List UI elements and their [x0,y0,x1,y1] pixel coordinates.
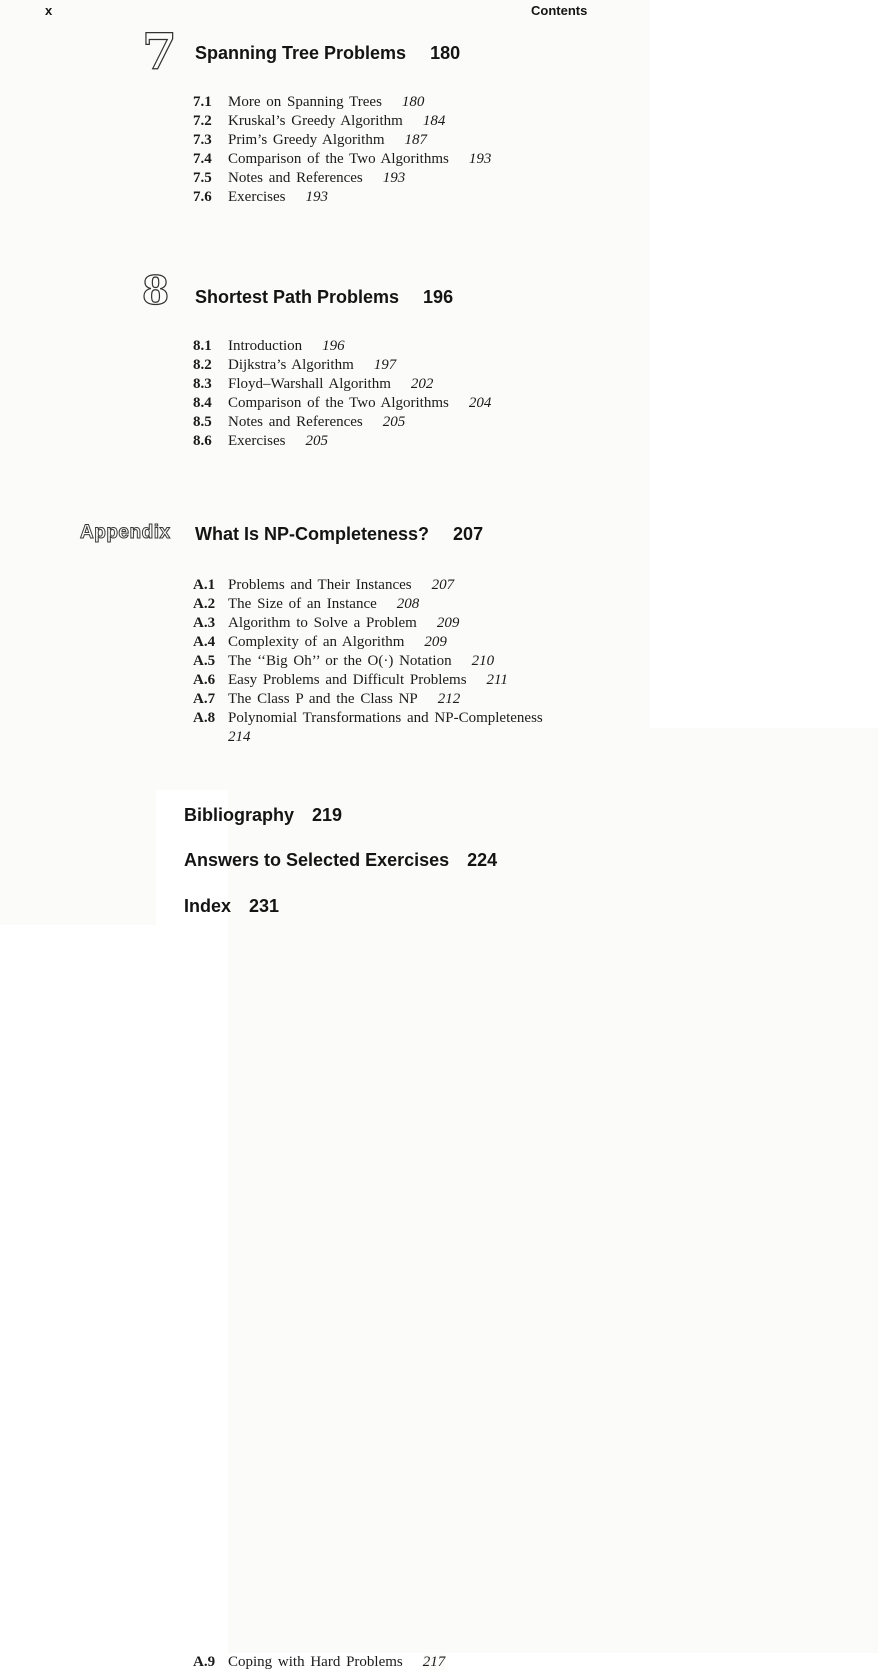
section-page: 207 [431,577,455,593]
section-entry [228,150,549,169]
section-page: 210 [471,653,495,669]
section-entry [228,690,549,709]
section-number: 7.2 [193,113,212,129]
section-entry [228,595,549,614]
section-page: 196 [322,338,345,354]
section-entry [228,432,549,451]
section-entry [228,413,549,432]
toc-entry [193,595,549,614]
chapter-7-page: 180 [430,43,461,63]
back-matter-title: Bibliography [184,805,295,825]
section-entry [228,131,549,150]
section-number: 7.3 [193,132,212,148]
section-page: 205 [305,433,328,449]
section-entry [228,633,549,652]
section-page: 205 [382,414,406,430]
section-entry [228,93,549,112]
section-entry [228,337,549,356]
section-entry [228,375,549,394]
page-folio: x [45,3,53,18]
section-page: 209 [436,615,460,631]
back-matter-bibliography [184,805,342,826]
section-number: A.3 [193,615,216,631]
toc-entry [193,356,549,375]
appendix-sections [193,576,549,1672]
section-title: Notes and References [228,170,363,186]
appendix-page: 207 [453,524,484,544]
section-title: The Class P and the Class NP [228,691,418,707]
section-title: Easy Problems and Difficult Problems [228,672,467,688]
back-matter-page: 219 [312,805,343,825]
toc-entry [193,432,549,451]
section-entry [228,1653,549,1672]
back-matter-page: 231 [249,896,280,916]
section-title: The ‘‘Big Oh’’ or the O(·) Notation [228,653,452,669]
toc-entry [193,375,549,394]
section-title: Problems and Their Instances [228,577,412,593]
toc-entry [193,394,549,413]
section-title: Algorithm to Solve a Problem [228,615,417,631]
section-page: 197 [373,357,397,373]
chapter-8-number: 8 [142,268,170,314]
section-number: 8.5 [193,414,212,430]
section-title: Exercises [228,433,286,449]
back-matter-page: 224 [467,850,498,870]
section-title: Comparison of the Two Algorithms [228,151,449,167]
section-title: Comparison of the Two Algorithms [228,395,449,411]
section-title: Notes and References [228,414,363,430]
chapter-8-title: Shortest Path Problems [195,287,400,307]
chapter-8-heading [195,287,453,308]
section-title: Complexity of an Algorithm [228,634,405,650]
section-entry [228,356,549,375]
toc-entry [193,112,549,131]
toc-entry [193,614,549,633]
section-page: 204 [468,395,492,411]
section-entry [228,394,549,413]
section-number: 7.4 [193,151,212,167]
section-page: 193 [305,189,328,205]
toc-entry [193,169,549,188]
section-number: A.9 [193,1654,216,1670]
chapter-7-number: 7 [142,22,177,81]
section-title: Introduction [228,338,303,354]
section-entry [228,169,549,188]
section-page: 187 [404,132,427,148]
toc-entry [193,633,549,652]
running-header: Contents [531,3,588,18]
toc-entry [193,188,549,207]
section-page: 184 [422,113,446,129]
section-number: 8.2 [193,357,212,373]
appendix-label: Appendix [80,522,171,543]
section-entry [228,671,549,690]
section-title: Exercises [228,189,286,205]
section-number: 8.6 [193,433,212,449]
toc-entry [193,1653,549,1672]
back-matter-index [184,896,279,917]
section-entry [228,112,549,131]
back-matter-answers [184,850,497,871]
section-entry [228,652,549,671]
section-number: 8.4 [193,395,212,411]
section-number: 8.1 [193,338,212,354]
section-title: Dijkstra’s Algorithm [228,357,354,373]
toc-entry [193,413,549,432]
section-number: A.6 [193,672,216,688]
chapter-7-title: Spanning Tree Problems [195,43,407,63]
back-matter-title: Answers to Selected Exercises [184,850,450,870]
toc-entry [193,93,549,112]
section-page: 193 [382,170,406,186]
section-number: A.1 [193,577,216,593]
toc-entry [193,131,549,150]
section-page: 193 [468,151,492,167]
section-number: A.4 [193,634,216,650]
section-number: A.8 [193,710,216,726]
section-title: Coping with Hard Problems [228,1654,403,1670]
section-title: The Size of an Instance [228,596,377,612]
section-page: 214 [228,728,878,1653]
section-page: 217 [422,1654,446,1670]
section-page: 209 [424,634,447,650]
section-title: Polynomial Transformations and NP-Completeness [228,710,543,726]
chapter-7-sections [193,93,549,207]
section-number: 7.6 [193,189,212,205]
section-title: Floyd–Warshall Algorithm [228,376,391,392]
toc-entry [193,690,549,709]
chapter-7-heading [195,43,460,64]
section-number: 7.5 [193,170,212,186]
section-title: More on Spanning Trees [228,94,382,110]
section-number: A.5 [193,653,216,669]
chapter-8-sections [193,337,549,451]
section-entry [228,188,549,207]
appendix-heading [195,524,483,545]
chapter-8-page: 196 [423,287,454,307]
section-entry [228,576,549,595]
toc-entry [193,576,549,595]
appendix-title: What Is NP-Completeness? [195,524,430,544]
section-number: A.2 [193,596,216,612]
toc-entry [193,652,549,671]
section-page: 211 [486,672,508,688]
back-matter-title: Index [184,896,232,916]
section-page: 202 [410,376,434,392]
section-number: 7.1 [193,94,212,110]
section-page: 208 [396,596,420,612]
section-page: 212 [437,691,461,707]
section-number: A.7 [193,691,216,707]
section-title: Prim’s Greedy Algorithm [228,132,385,148]
toc-entry [193,671,549,690]
section-entry [228,614,549,633]
toc-entry [193,150,549,169]
section-title: Kruskal’s Greedy Algorithm [228,113,403,129]
section-number: 8.3 [193,376,212,392]
section-page: 180 [401,94,425,110]
toc-entry [193,337,549,356]
